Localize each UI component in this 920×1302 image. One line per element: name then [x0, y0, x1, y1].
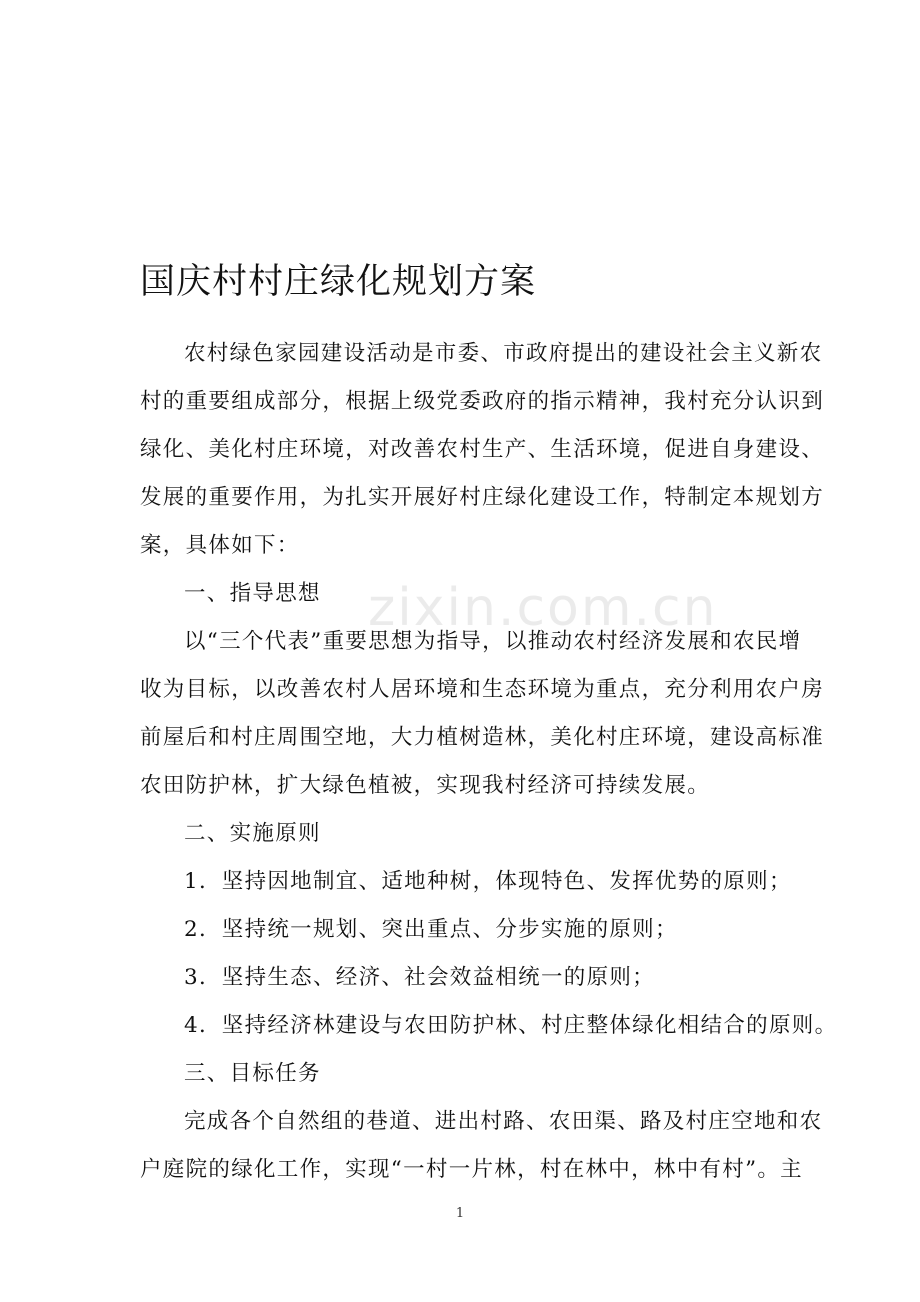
paragraph-targets-line-2: 户庭院的绿化工作，实现“一村一片林，村在林中，林中有村”。主	[140, 1157, 803, 1182]
page-number: 1	[455, 1206, 465, 1221]
paragraph-guiding-line-4: 农田防护林，扩大绿色植被，实现我村经济可持续发展。	[140, 773, 711, 798]
principle-item-4: 4．坚持经济林建设与农田防护林、村庄整体绿化相结合的原则。	[184, 1013, 838, 1038]
paragraph-guiding-line-3: 前屋后和村庄周围空地，大力植树造林，美化村庄环境，建设高标准	[140, 725, 825, 750]
section-heading-principles: 二、实施原则	[184, 821, 321, 846]
paragraph-intro-line-4: 发展的重要作用，为扎实开展好村庄绿化建设工作，特制定本规划方	[140, 485, 825, 510]
paragraph-intro-line-1: 农村绿色家园建设活动是市委、市政府提出的建设社会主义新农	[184, 341, 823, 366]
paragraph-intro-line-2: 村的重要组成部分，根据上级党委政府的指示精神，我村充分认识到	[140, 389, 825, 414]
paragraph-targets-line-1: 完成各个自然组的巷道、进出村路、农田渠、路及村庄空地和农	[184, 1109, 823, 1134]
principle-item-1: 1．坚持因地制宜、适地种树，体现特色、发挥优势的原则；	[184, 869, 792, 894]
section-heading-guiding-thought: 一、指导思想	[184, 581, 321, 606]
paragraph-intro-line-5: 案，具体如下：	[140, 533, 300, 558]
paragraph-guiding-line-2: 收为目标，以改善农村人居环境和生态环境为重点，充分利用农户房	[140, 677, 825, 702]
paragraph-intro-line-3: 绿化、美化村庄环境，对改善农村生产、生活环境，促进自身建设、	[140, 437, 825, 462]
section-heading-targets: 三、目标任务	[184, 1061, 321, 1086]
paragraph-guiding-line-1: 以“三个代表”重要思想为指导，以推动农村经济发展和农民增	[184, 629, 802, 654]
principle-item-3: 3．坚持生态、经济、社会效益相统一的原则；	[184, 965, 655, 990]
watermark: zixin.com.cn	[368, 578, 718, 638]
principle-item-2: 2．坚持统一规划、突出重点、分步实施的原则；	[184, 917, 678, 942]
document-title: 国庆村村庄绿化规划方案	[140, 262, 537, 302]
